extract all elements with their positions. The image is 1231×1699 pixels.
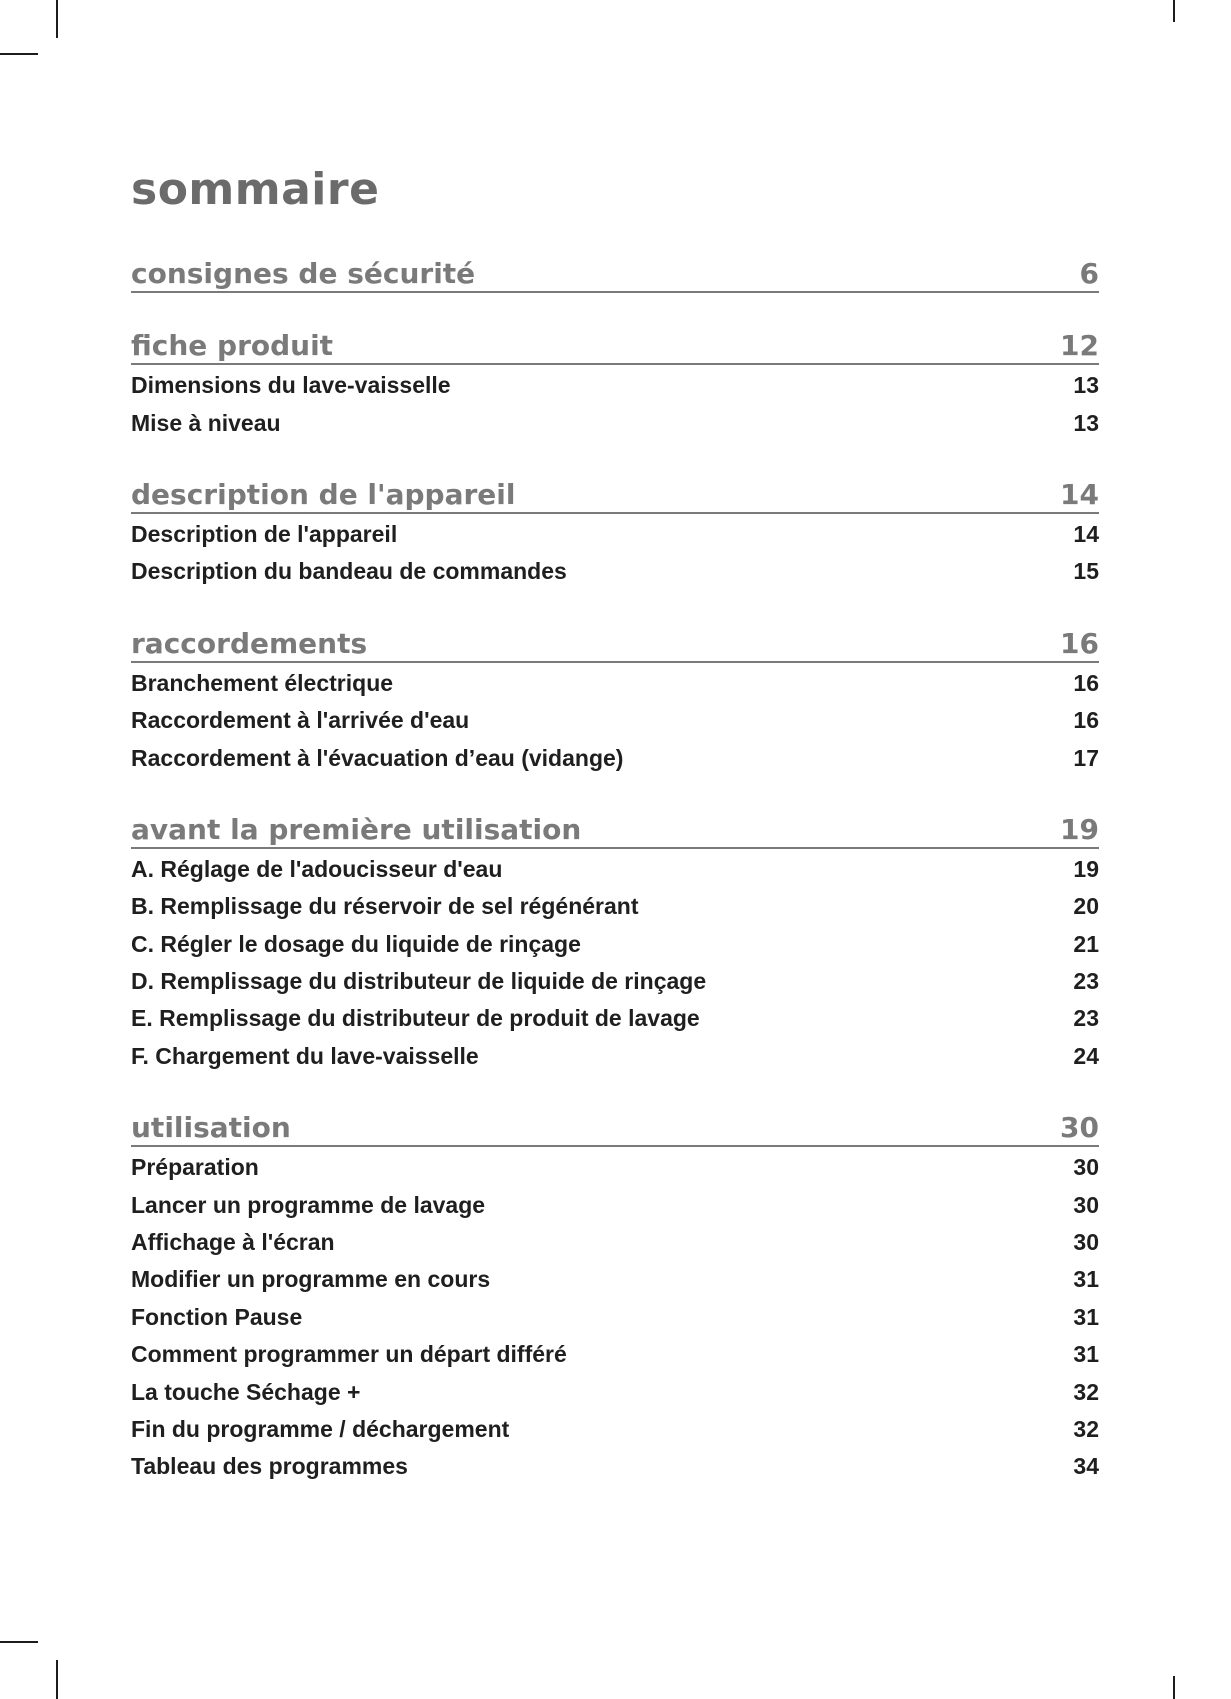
toc-entry[interactable] (131, 739, 1099, 776)
toc-entry[interactable] (131, 1000, 1099, 1037)
toc-entry[interactable] (131, 367, 1099, 404)
toc-entry[interactable] (131, 1299, 1099, 1336)
entry-page-number: 17 (1073, 744, 1099, 771)
entry-page-number: 24 (1073, 1042, 1099, 1069)
entry-label: Lancer un programme de lavage (131, 1191, 486, 1218)
toc-entry[interactable] (131, 888, 1099, 925)
section-heading: avant la première utilisation (131, 812, 582, 846)
entry-page-number: 30 (1073, 1154, 1099, 1181)
crop-mark-bottom-left-vertical (56, 1660, 58, 1699)
crop-mark-bottom-right-vertical (1173, 1676, 1175, 1699)
entry-page-number: 16 (1073, 707, 1099, 734)
toc-entry[interactable] (131, 926, 1099, 963)
toc-section (131, 1109, 1099, 1486)
entry-label: Branchement électrique (131, 669, 394, 696)
section-heading: utilisation (131, 1111, 291, 1145)
section-page-number: 14 (1060, 477, 1099, 511)
entry-label: Modifier un programme en cours (131, 1266, 491, 1293)
toc-entry[interactable] (131, 702, 1099, 739)
section-heading-row[interactable] (131, 327, 1099, 365)
toc-entry[interactable] (131, 1411, 1099, 1448)
toc-section (131, 255, 1099, 293)
entry-page-number: 32 (1073, 1416, 1099, 1442)
section-page-number: 6 (1079, 257, 1099, 290)
entry-page-number: 23 (1073, 1005, 1099, 1032)
entry-page-number: 13 (1073, 409, 1099, 436)
entry-list (131, 663, 1099, 777)
toc-entry[interactable] (131, 1261, 1099, 1298)
entry-label: C. Régler le dosage du liquide de rinçage (131, 930, 581, 957)
entry-label: A. Réglage de l'adoucisseur d'eau (131, 855, 503, 882)
section-heading: description de l'appareil (131, 477, 516, 511)
entry-list (131, 365, 1099, 442)
section-page-number: 19 (1060, 812, 1099, 846)
entry-label: Raccordement à l'arrivée d'eau (131, 707, 470, 734)
entry-page-number: 15 (1073, 558, 1099, 585)
section-page-number: 12 (1060, 329, 1099, 362)
entry-label: Fin du programme / déchargement (131, 1416, 510, 1442)
entry-label: La touche Séchage + (131, 1378, 361, 1405)
entry-label: F. Chargement du lave-vaisselle (131, 1042, 479, 1069)
entry-label: D. Remplissage du distributeur de liquide de rinçage (131, 968, 707, 995)
entry-page-number: 32 (1073, 1378, 1099, 1405)
section-heading-row[interactable] (131, 255, 1099, 293)
toc-section (131, 625, 1099, 777)
toc-entry[interactable] (131, 963, 1099, 1000)
entry-page-number: 23 (1073, 968, 1099, 995)
toc-entry[interactable] (131, 1224, 1099, 1261)
entry-page-number: 19 (1073, 855, 1099, 882)
toc-entry[interactable] (131, 1373, 1099, 1410)
entry-page-number: 31 (1073, 1266, 1099, 1293)
entry-list (131, 849, 1099, 1075)
entry-page-number: 20 (1073, 893, 1099, 920)
section-heading-row[interactable] (131, 476, 1099, 514)
entry-label: Mise à niveau (131, 409, 281, 436)
entry-label: Raccordement à l'évacuation d’eau (vidange) (131, 744, 624, 771)
toc-entry[interactable] (131, 851, 1099, 888)
crop-mark-top-left-vertical (56, 0, 58, 38)
entry-page-number: 34 (1073, 1453, 1099, 1480)
crop-mark-top-left-horizontal (0, 53, 38, 55)
toc-section (131, 327, 1099, 442)
section-heading-row[interactable] (131, 1109, 1099, 1147)
section-page-number: 16 (1060, 626, 1099, 660)
entry-page-number: 14 (1073, 520, 1099, 547)
toc-entry[interactable] (131, 1149, 1099, 1186)
toc-section (131, 476, 1099, 591)
section-heading-row[interactable] (131, 625, 1099, 663)
toc-entry[interactable] (131, 404, 1099, 441)
entry-label: Description de l'appareil (131, 520, 398, 547)
entry-label: Description du bandeau de commandes (131, 558, 567, 585)
toc-entry[interactable] (131, 516, 1099, 553)
entry-page-number: 30 (1073, 1229, 1099, 1256)
crop-mark-top-right-vertical (1173, 0, 1175, 22)
toc-entry[interactable] (131, 1186, 1099, 1223)
entry-label: Tableau des programmes (131, 1453, 408, 1480)
section-heading-row[interactable] (131, 811, 1099, 849)
crop-mark-bottom-left-horizontal (0, 1641, 38, 1643)
page-title: sommaire (131, 164, 380, 215)
entry-page-number: 21 (1073, 930, 1099, 957)
toc-entry[interactable] (131, 1448, 1099, 1485)
entry-label: Fonction Pause (131, 1303, 303, 1330)
entry-label: Dimensions du lave-vaisselle (131, 372, 451, 399)
entry-label: Comment programmer un départ différé (131, 1341, 567, 1368)
section-heading: consignes de sécurité (131, 257, 476, 290)
entry-label: Préparation (131, 1154, 259, 1181)
entry-page-number: 31 (1073, 1341, 1099, 1368)
entry-page-number: 16 (1073, 669, 1099, 696)
section-heading: fiche produit (131, 329, 334, 362)
toc-entry[interactable] (131, 1038, 1099, 1075)
entry-label: B. Remplissage du réservoir de sel régénérant (131, 893, 639, 920)
toc-entry[interactable] (131, 1336, 1099, 1373)
entry-list (131, 514, 1099, 591)
entry-list (131, 1147, 1099, 1486)
entry-page-number: 30 (1073, 1191, 1099, 1218)
section-page-number: 30 (1060, 1111, 1099, 1145)
entry-page-number: 13 (1073, 372, 1099, 399)
toc-entry[interactable] (131, 553, 1099, 590)
toc-entry[interactable] (131, 665, 1099, 702)
entry-label: E. Remplissage du distributeur de produit de lavage (131, 1005, 700, 1032)
entry-label: Affichage à l'écran (131, 1229, 335, 1256)
entry-page-number: 31 (1073, 1303, 1099, 1330)
table-of-contents (131, 255, 1099, 1520)
toc-section (131, 811, 1099, 1075)
section-heading: raccordements (131, 626, 368, 660)
